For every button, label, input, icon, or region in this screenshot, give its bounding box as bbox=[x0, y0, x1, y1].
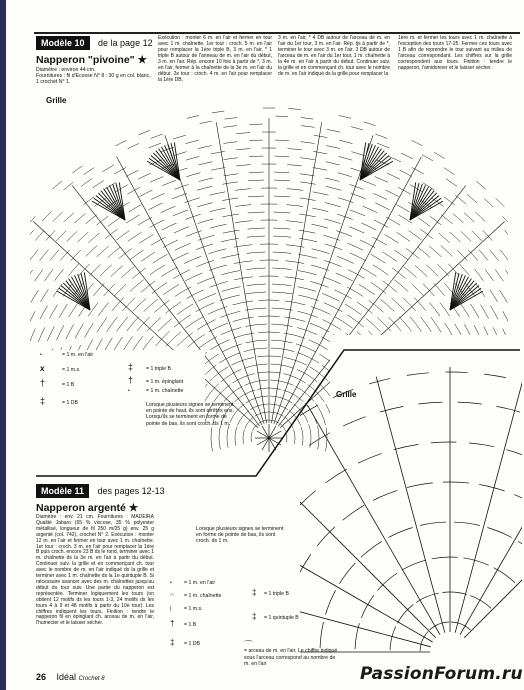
model11-crochet-chart bbox=[300, 352, 522, 672]
single-crochet-icon: | bbox=[170, 606, 172, 612]
x-stitch-icon: x bbox=[40, 364, 45, 373]
model10-fournitures: Fournitures : fil d'Ecosse N° 8 : 30 g en col. blanc, 1 crochet N° 1. bbox=[36, 73, 151, 86]
legend-ms: x = 1 m.s. bbox=[40, 364, 81, 373]
model10-header bbox=[36, 38, 153, 48]
legend-chainette: • = 1 m. chaînette bbox=[128, 388, 184, 394]
legend11-b: † = 1 B bbox=[170, 619, 197, 628]
model10-pages: de la page 12 bbox=[98, 38, 153, 48]
model10-note: Lorsque plusieurs signes se terminent en pointe de haut, ils sont arrêtés ens. Lorsqu'ils se terminent en forme de pointe de bas, ils sont croch. ds 1 m. bbox=[146, 402, 234, 427]
model11-legend-left bbox=[170, 580, 250, 651]
model11-pages: des pages 12-13 bbox=[97, 486, 165, 496]
double-treble-icon: ‡ bbox=[40, 396, 46, 406]
model10-col2: Exécution : monter 6 m. en l'air et fermer en tour avec 1 m. chaînette. 1er tour : croch. 5 m. en l'air pour remplacer la 1ère triple B, 3 m. en l'air, * 1 triple B autour de l'anneau de m. en l'air du début, 3 m. en l'air. Rép. encore 10 fois à partir de *, 3 m. en l'air, fermer à la chaînette de la 3e m. en l'air du début. 2e tour : croch. 4 m. en l'air pour remplacer la 1ère DB, bbox=[158, 35, 272, 84]
model11-grille-label: Grille bbox=[336, 390, 357, 399]
legend11-arceau: ⌒ = arceau de m. en l'air. Le chiffre indiqué sous l'arceau correspond au nombre de m. en l'air bbox=[244, 640, 338, 667]
magazine-name: Idéal bbox=[56, 672, 77, 682]
triple-treble-icon: ‡ bbox=[128, 362, 134, 372]
model11-legend-right bbox=[252, 588, 332, 632]
model10-grille-label: Grille bbox=[46, 96, 67, 105]
chain-icon: • bbox=[40, 352, 42, 358]
legend-epingle: † = 1 m. épinglant bbox=[128, 375, 184, 385]
model11-tag: Modèle 11 bbox=[36, 484, 89, 498]
model10-intro bbox=[36, 67, 154, 86]
model10-tag: Modèle 10 bbox=[36, 36, 90, 50]
watermark: PassionForum.ru bbox=[360, 664, 523, 684]
page-footer bbox=[36, 672, 105, 682]
quintuple-treble-icon: ‡ bbox=[252, 612, 257, 621]
legend11-ms: | = 1 m.s. bbox=[170, 606, 203, 612]
model11-title: Napperon argenté ★ bbox=[36, 502, 139, 514]
model10-diametre: Diamètre : environ 44 cm. bbox=[36, 67, 96, 73]
legend11-db: ‡ = 1 DB bbox=[170, 638, 201, 647]
treble-icon: † bbox=[170, 619, 175, 628]
top-rule bbox=[34, 32, 520, 34]
legend-b: † = 1 B bbox=[40, 378, 75, 388]
slip-stitch-icon: • bbox=[128, 388, 130, 394]
chain-icon: • bbox=[170, 580, 172, 586]
arch-icon: ⌒ bbox=[244, 640, 254, 650]
legend11-chainette: ◠ = 1 m. chaînette bbox=[170, 593, 222, 599]
magazine-subtitle: Crochet 8 bbox=[78, 676, 105, 682]
legend11-triple-b: ‡ = 1 triple B bbox=[252, 588, 289, 597]
model11-header bbox=[36, 486, 165, 496]
model10-col4: 1ère m. et fermer les tours avec 1 m. chaînette à l'exception des tours 17-25. Fermer ces tours avec 1 B afin de reprendre le tour suivant au milieu de l'arceau correspondant. Les chiffres sur la grille correspondent aux tours. Finition : tendre le napperon, l'amidonner et le laisser sécher. bbox=[398, 35, 512, 72]
double-treble-icon: ‡ bbox=[170, 638, 175, 647]
pinned-stitch-icon: † bbox=[128, 375, 134, 385]
legend11-m-air: • = 1 m. en l'air bbox=[170, 580, 216, 586]
triple-treble-icon: ‡ bbox=[252, 588, 257, 597]
legend-db: ‡ = 1 DB bbox=[40, 396, 79, 406]
model11-note: Lorsque plusieurs signes se terminent en forme de pointe de bas, ils sont croch. ds 1 m. bbox=[196, 526, 284, 545]
model10-col3: 3 m. en l'air, * 4 DB autour de l'arceau de m. en l'air du 1er tour, 3 m. en l'air. Rép. tjs à partir de *, terminer le tour avec 3 m. en l'air, 3 DB autour de l'arceau de m. en l'air du 1er tour, 1 m. chaînette à la 4e m. en l'air à partir du début. Continuer suiv. la grille et en commençant ch. tour avec le nombre de m. en l'air indiqué ds la grille pour remplacer la bbox=[278, 35, 390, 78]
model10-title: Napperon "pivoine" ★ bbox=[36, 54, 147, 66]
legend11-quintuple-b: ‡ = 1 quintuple B bbox=[252, 612, 299, 621]
model11-body: Diamètre : env. 21 cm. Fournitures : MADEIRA Qualité Jabaro (65 % viscose, 35 % polyester métallisé, longueur de fil 250 m/25 g) env. 25 g argenté (col. 742), crochet N° 2. Exécution : monter 12 m. en l'air et fermer en tour avec 1 m. chaînette. 1er tour : croch. 3 m. en l'air pour remplacer la 1ère B puis croch. encore 23 B ds le rond, terminer avec 1 m. chaînette ds la 3e m. en l'air à partir du début. Continuer suiv. la grille et en commençant ch. tour avec le nombre de m. en l'air indiqué ds la grille et terminer avec 1 m. chaînette ds la 1e quintuple B. Si nécessaire avancer avec des m. chaînettes jusqu'au début du tour suiv. Une partie du napperon est représentée. Terminer logiquement les tours (on obtient 12 motifs ds les tours 1-3, 24 motifs ds les tours 4 à 9 et 48 motifs à partir du 10e tour). Les chiffres indiquent les tours. Finition : tendre le napperon fil en épinglant ch. arceau de m. en l'air, l'humecter et le laisser sécher. bbox=[36, 514, 154, 627]
legend-triple-b: ‡ = 1 triple B bbox=[128, 362, 171, 372]
treble-icon: † bbox=[40, 378, 46, 388]
legend-m-air: • = 1 m. en l'air bbox=[40, 352, 94, 358]
page-number: 26 bbox=[36, 672, 47, 682]
slip-stitch-icon: ◠ bbox=[170, 593, 175, 599]
